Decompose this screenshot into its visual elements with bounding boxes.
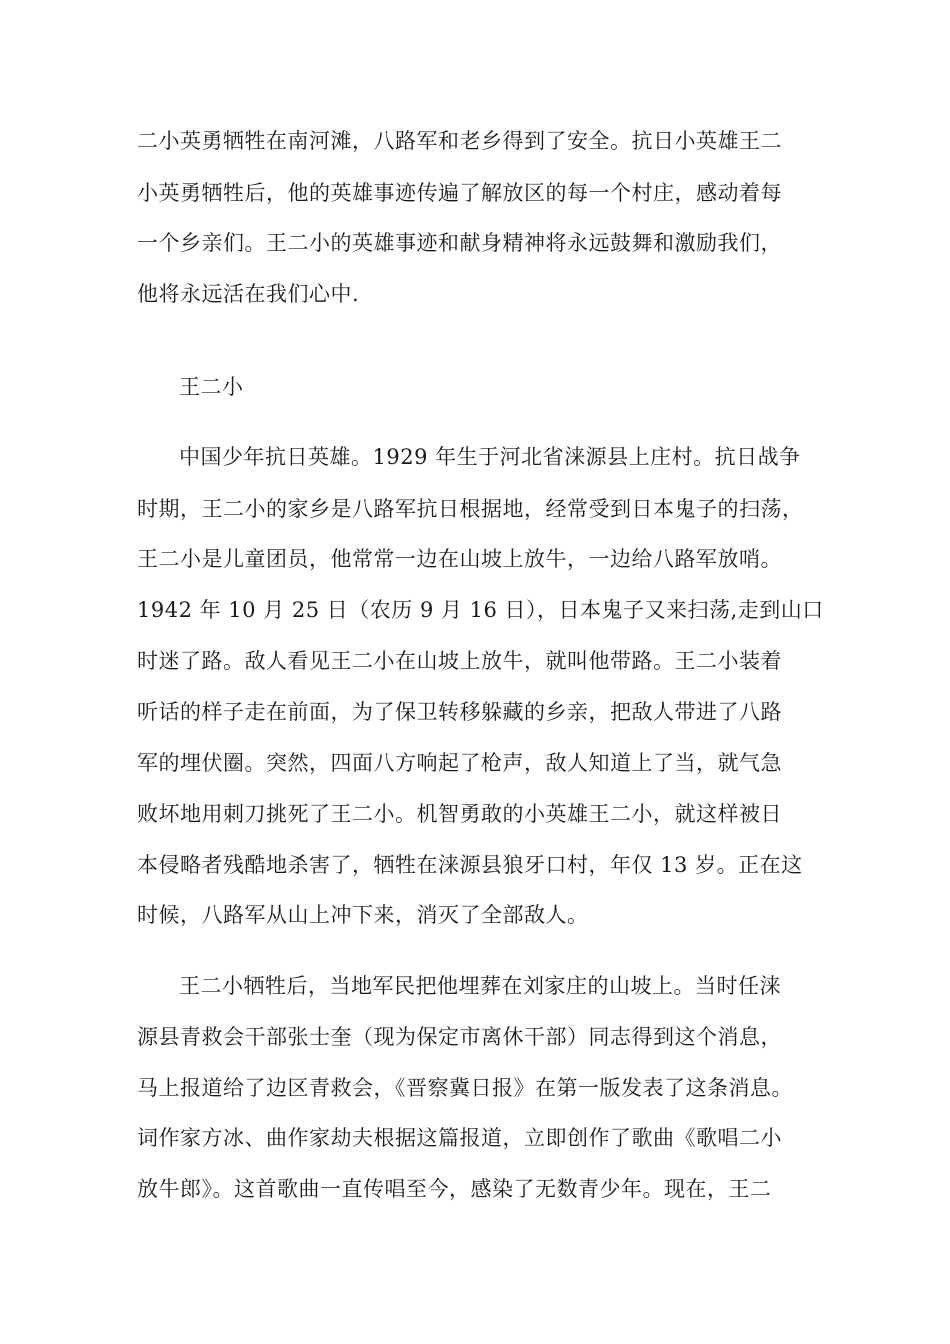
section-heading: 王二小 [179, 375, 244, 399]
paragraph-2-line-6: 听话的样子走在前面，为了保卫转移躲藏的乡亲，把敌人带进了八路 [137, 700, 782, 724]
paragraph-3-line-4: 词作家方冰、曲作家劫夫根据这篇报道，立即创作了歌曲《歌唱二小 [137, 1126, 782, 1150]
paragraph-2-line-7: 军的埋伏圈。突然，四面八方响起了枪声，敌人知道上了当，就气急 [137, 751, 782, 775]
paragraph-2-line-5: 时迷了路。敌人看见王二小在山坡上放牛，就叫他带路。王二小装着 [137, 649, 782, 673]
paragraph-2-line-9: 本侵略者残酷地杀害了，牺牲在涞源县狼牙口村，年仅 13 岁。正在这 [137, 853, 803, 877]
paragraph-1-line-4: 他将永远活在我们心中. [137, 282, 360, 306]
paragraph-3-line-2: 源县青救会干部张士奎（现为保定市离休干部）同志得到这个消息， [137, 1025, 782, 1049]
paragraph-2-line-10: 时候，八路军从山上冲下来，消灭了全部敌人。 [137, 903, 589, 927]
paragraph-2-line-1: 中国少年抗日英雄。1929 年生于河北省涞源县上庄村。抗日战争 [179, 445, 801, 469]
paragraph-2-line-2: 时期，王二小的家乡是八路军抗日根据地，经常受到日本鬼子的扫荡， [137, 497, 804, 521]
paragraph-2-line-8: 败坏地用刺刀挑死了王二小。机智勇敢的小英雄王二小，就这样被日 [137, 802, 782, 826]
paragraph-1-line-3: 一个乡亲们。王二小的英雄事迹和献身精神将永远鼓舞和激励我们， [137, 231, 782, 255]
paragraph-1-line-2: 小英勇牺牲后，他的英雄事迹传遍了解放区的每一个村庄，感动着每 [137, 181, 782, 205]
paragraph-3-line-1: 王二小牺牲后，当地军民把他埋葬在刘家庄的山坡上。当时任涞 [179, 974, 781, 998]
paragraph-3-line-3: 马上报道给了边区青救会，《晋察冀日报》在第一版发表了这条消息。 [137, 1076, 793, 1100]
paragraph-1-line-1: 二小英勇牺牲在南河滩，八路军和老乡得到了安全。抗日小英雄王二 [137, 129, 782, 153]
paragraph-3-line-5: 放牛郎》。这首歌曲一直传唱至今，感染了无数青少年。现在，王二 [137, 1177, 772, 1201]
paragraph-2-line-4: 1942 年 10 月 25 日（农历 9 月 16 日），日本鬼子又来扫荡,走到山口 [137, 598, 824, 622]
paragraph-2-line-3: 王二小是儿童团员，他常常一边在山坡上放牛，一边给八路军放哨。 [137, 547, 782, 571]
